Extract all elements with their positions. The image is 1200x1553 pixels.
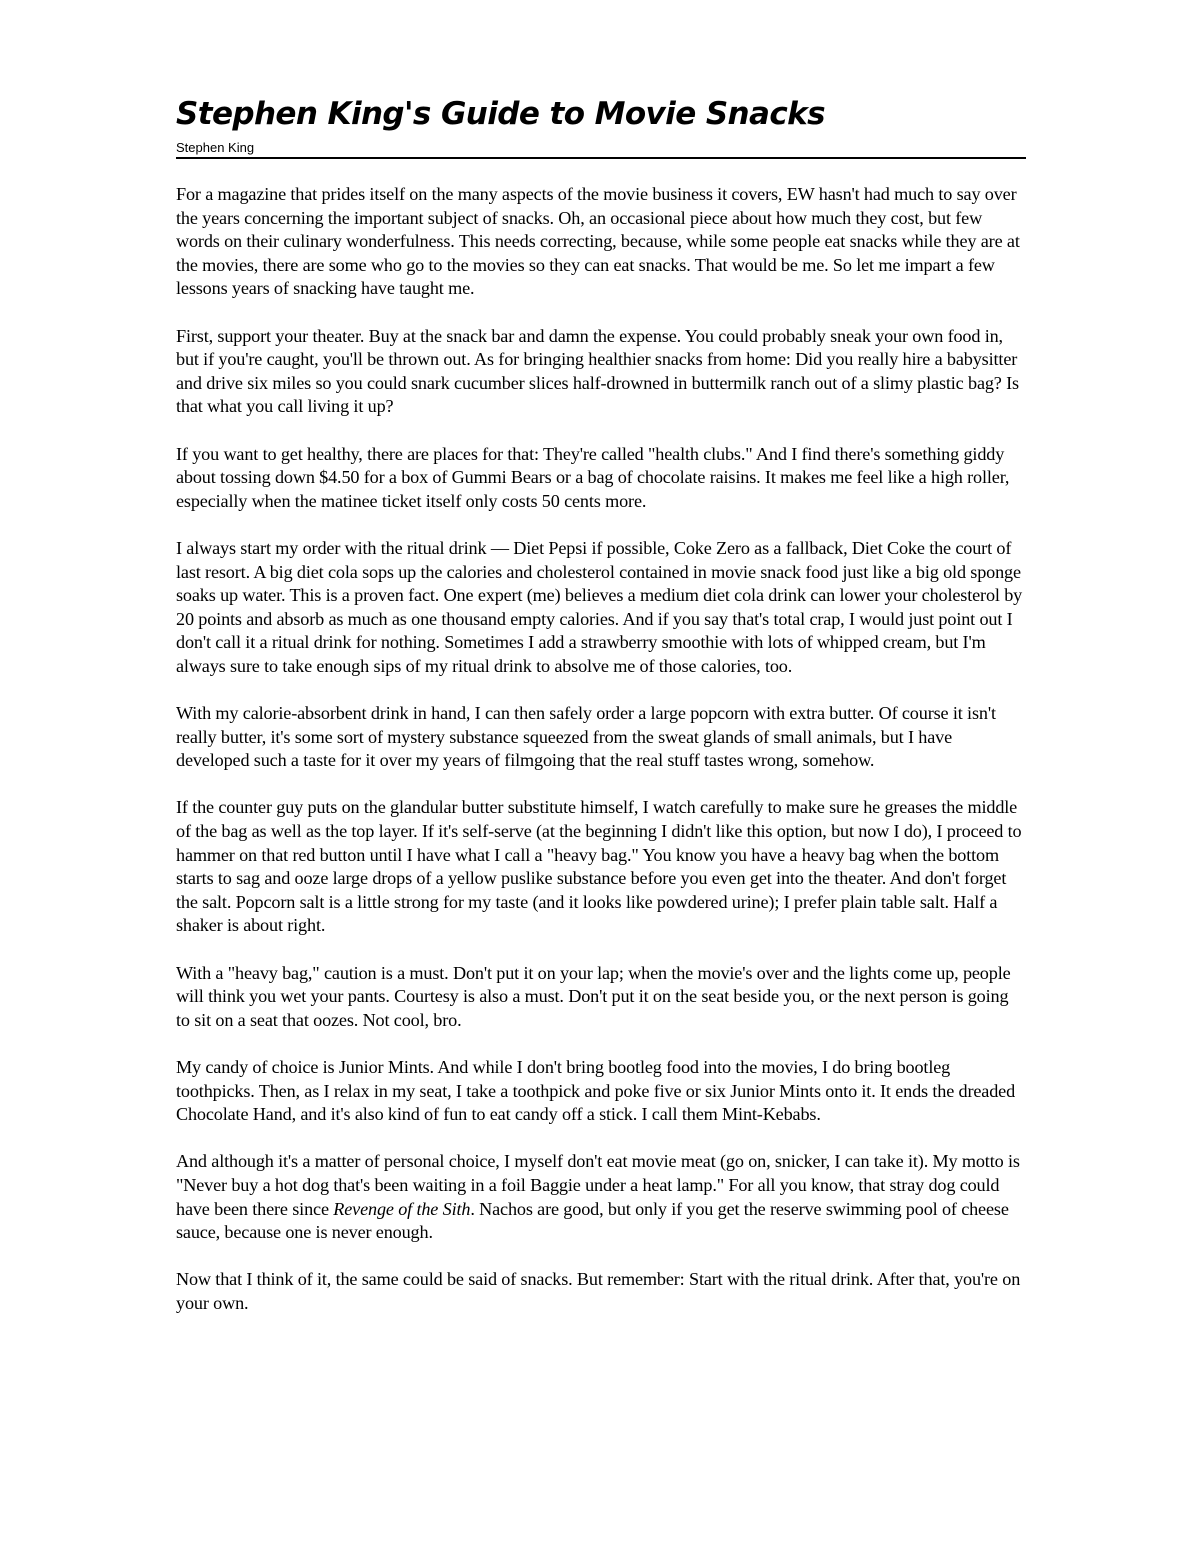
paragraph: If the counter guy puts on the glandular butter substitute himself, I watch carefully to make sure he greases the middle of the bag as well as the top layer. If it's self-serve (at the beginning I didn't like this option, but now I do), I proceed to hammer on that red button until I have what I call a "heavy bag." You know you have a heavy bag when the bottom starts to sag and ooze large drops of a yellow puslike substance before you even get into the theater. And don't forget the salt. Popcorn salt is a little strong for my taste (and it looks like powdered urine); I prefer plain table salt. Half a shaker is about right. — [176, 797, 1022, 936]
paragraph: My candy of choice is Junior Mints. And while I don't bring bootleg food into the movies, I do bring bootleg toothpicks. Then, as I relax in my seat, I take a toothpick and poke five or six Junior Mints onto it. It ends the dreaded Chocolate Hand, and it's also kind of fun to eat candy off a stick. I call them Mint-Kebabs. — [176, 1056, 1016, 1125]
paragraph-text: . Nachos are good, but only if you get the reserve swimming pool of cheese sauce, because one is never enough. — [176, 1198, 1009, 1243]
paragraph: With my calorie-absorbent drink in hand, I can then safely order a large popcorn with extra butter. Of course it isn't really butter, it's some sort of mystery substance squeezed from the sweat glands of small animals, but I have developed such a taste for it over my years of filmgoing that the real stuff tastes wrong, somehow. — [176, 703, 996, 771]
paragraph — [176, 1150, 1026, 1244]
paragraph: With a "heavy bag," caution is a must. Don't put it on your lap; when the movie's over and the lights come up, people will think you wet your pants. Courtesy is also a must. Don't put it on the seat beside you, or the next person is going to sit on a seat that oozes. Not cool, bro. — [176, 962, 1011, 1030]
paragraph: First, support your theater. Buy at the snack bar and damn the expense. You could probably sneak your own food in, but if you're caught, you'll be thrown out. As for bringing healthier snacks from home: Did you really hire a babysitter and drive six miles so you could snark cucumber slices half-drowned in buttermilk ranch out of a slimy plastic bag? Is that what you call living it up? — [176, 325, 1019, 417]
article-body — [176, 183, 1026, 1316]
paragraph: If you want to get healthy, there are places for that: They're called "health clubs." And I find there's something giddy about tossing down $4.50 for a box of Gummi Bears or a bag of chocolate raisins. It makes me feel like a high roller, especially when the matinee ticket itself only costs 50 cents more. — [176, 443, 1010, 511]
paragraph: For a magazine that prides itself on the many aspects of the movie business it covers, EW hasn't had much to say over the years concerning the important subject of snacks. Oh, an occasional piece about how much they cost, but few words on their culinary wonderfulness. This needs correcting, because, while some people eat snacks while they are at the movies, there are some who go to the movies so they can eat snacks. That would be me. So let me impart a few lessons years of snacking have taught me. — [176, 184, 1020, 299]
paragraph: I always start my order with the ritual drink — Diet Pepsi if possible, Coke Zero as a fallback, Diet Coke the court of last resort. A big diet cola sops up the calories and cholesterol contained in movie snack food just like a big old sponge soaks up water. This is a proven fact. One expert (me) believes a medium diet cola drink can lower your cholesterol by 20 points and absorb as much as one thousand empty calories. And if you say that's total crap, I would just point out I don't call it a ritual drink for nothing. Sometimes I add a strawberry smoothie with lots of whipped cream, but I'm always sure to take enough sips of my ritual drink to absolve me of those calories, too. — [176, 537, 1023, 676]
author-byline: Stephen King — [176, 140, 1026, 159]
closing-paragraph: Now that I think of it, the same could be said of snacks. But remember: Start with the ritual drink. After that, you're on your own. — [176, 1269, 1021, 1313]
paragraph-text: And although it's a matter of personal choice, I myself don't eat movie meat (go on, snicker, I can take it). My motto is "Never buy a hot dog that's been waiting in a foil Baggie under a heat lamp." For all you know, that stray dog could have been there since — [176, 1151, 1020, 1219]
page-title: Stephen King's Guide to Movie Snacks — [176, 96, 825, 132]
film-title-italic: Revenge of the Sith — [333, 1198, 471, 1219]
document-page — [176, 94, 1026, 1339]
